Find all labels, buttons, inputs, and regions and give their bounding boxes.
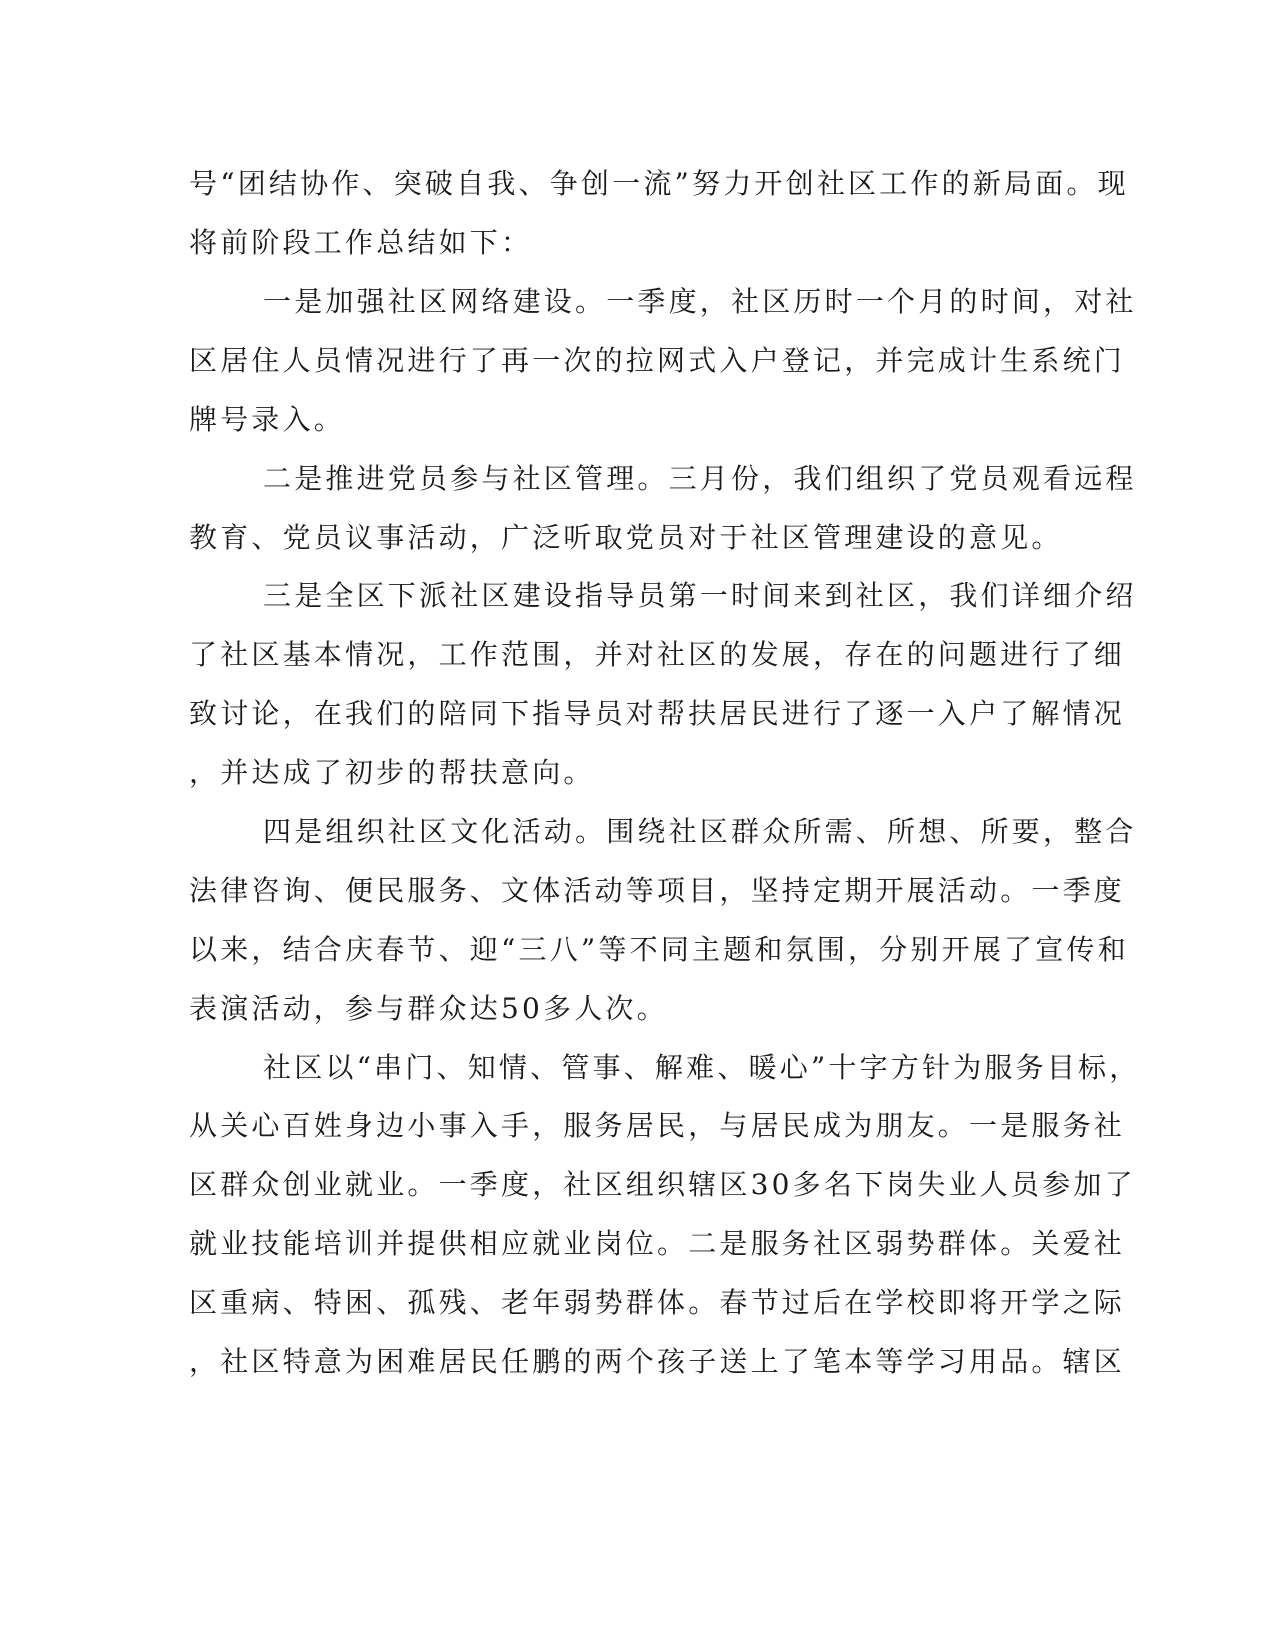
text-line: 致讨论，在我们的陪同下指导员对帮扶居民进行了逐一入户了解情况	[189, 697, 1126, 730]
paragraph-start-line: 二是推进党员参与社区管理。三月份，我们组织了党员观看远程	[263, 462, 1137, 495]
text-line: 表演活动，参与群众达50多人次。	[189, 992, 668, 1025]
paragraph-start-line: 社区以“串门、知情、管事、解难、暖心”十字方针为服务目标，	[263, 1051, 1141, 1084]
paragraph-start-line: 一是加强社区网络建设。一季度，社区历时一个月的时间，对社	[263, 285, 1137, 318]
text-line: 区群众创业就业。一季度，社区组织辖区30多名下岗失业人员参加了	[189, 1168, 1136, 1201]
text-line: 从关心百姓身边小事入手，服务居民，与居民成为朋友。一是服务社	[189, 1109, 1126, 1142]
text-line: 牌号录入。	[189, 403, 346, 436]
text-line: ，社区特意为困难居民任鹏的两个孩子送上了笔本等学习用品。辖区	[189, 1345, 1126, 1378]
text-line: 法律咨询、便民服务、文体活动等项目，坚持定期开展活动。一季度	[189, 874, 1126, 907]
text-line: 了社区基本情况，工作范围，并对社区的发展，存在的问题进行了细	[189, 638, 1126, 671]
text-line: 教育、党员议事活动，广泛听取党员对于社区管理建设的意见。	[189, 521, 1063, 554]
paragraph-start-line: 四是组织社区文化活动。围绕社区群众所需、所想、所要，整合	[263, 815, 1137, 848]
text-line: 区重病、特困、孤残、老年弱势群体。春节过后在学校即将开学之际	[189, 1286, 1126, 1319]
paragraph-start-line: 三是全区下派社区建设指导员第一时间来到社区，我们详细介绍	[263, 579, 1137, 612]
text-line: 号“团结协作、突破自我、争创一流”努力开创社区工作的新局面。现	[189, 167, 1129, 200]
text-line: 就业技能培训并提供相应就业岗位。二是服务社区弱势群体。关爱社	[189, 1227, 1126, 1260]
text-line: 区居住人员情况进行了再一次的拉网式入户登记，并完成计生系统门	[189, 344, 1126, 377]
text-line: 以来，结合庆春节、迎“三八”等不同主题和氛围，分别开展了宣传和	[189, 933, 1129, 966]
text-line: ，并达成了初步的帮扶意向。	[189, 756, 595, 789]
text-line: 将前阶段工作总结如下：	[189, 226, 533, 259]
